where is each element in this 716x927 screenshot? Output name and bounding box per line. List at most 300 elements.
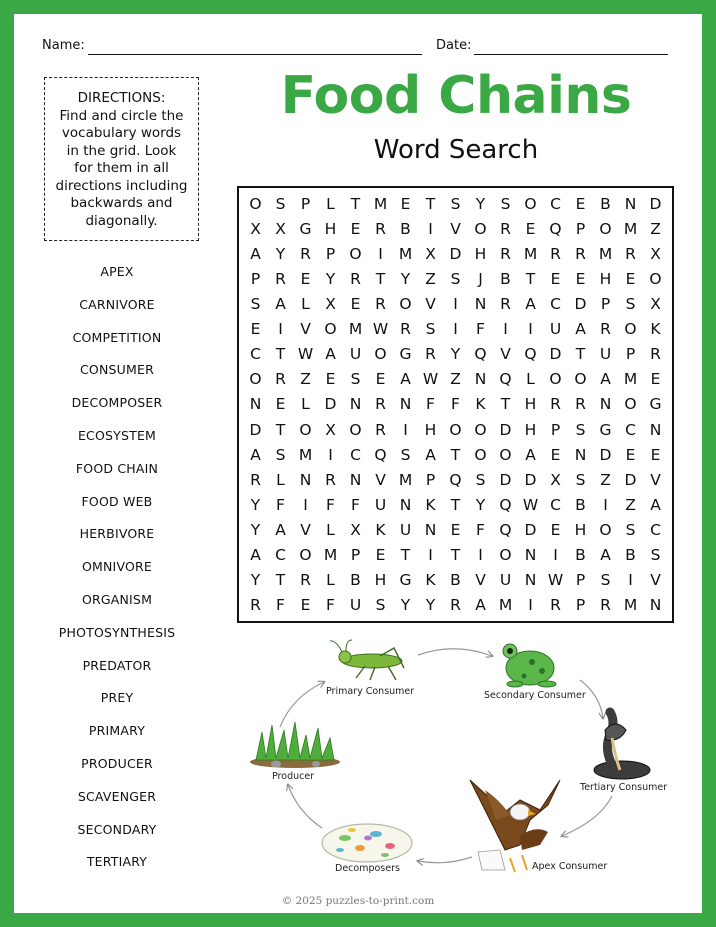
grid-letter[interactable]: T <box>275 420 286 439</box>
grid-letter[interactable]: C <box>350 445 361 464</box>
grid-letter[interactable]: L <box>276 470 285 489</box>
grid-letter[interactable]: C <box>650 521 661 540</box>
grid-letter[interactable]: A <box>525 445 536 464</box>
grid-letter[interactable]: E <box>375 546 386 565</box>
grid-letter[interactable]: U <box>349 596 362 615</box>
grid-letter[interactable]: T <box>350 194 361 213</box>
grid-letter[interactable]: I <box>628 571 633 590</box>
grid-letter[interactable]: Q <box>374 445 387 464</box>
grid-letter[interactable]: H <box>374 571 387 590</box>
grid-letter[interactable]: D <box>524 470 537 489</box>
grid-letter[interactable]: L <box>301 295 310 314</box>
grid-letter[interactable]: T <box>450 546 461 565</box>
grid-letter[interactable]: O <box>574 370 587 389</box>
directions-line: DIRECTIONS: <box>77 90 166 106</box>
grid-letter[interactable]: A <box>400 370 411 389</box>
grid-letter[interactable]: E <box>575 269 586 288</box>
grid-letter[interactable]: G <box>299 219 312 238</box>
grid-letter[interactable]: I <box>528 320 533 339</box>
grid-letter[interactable]: S <box>275 445 286 464</box>
grid-letter[interactable]: Z <box>625 495 636 514</box>
grid-letter[interactable]: A <box>475 596 486 615</box>
grid-letter[interactable]: O <box>549 370 562 389</box>
grid-letter[interactable]: Z <box>450 370 461 389</box>
grid-letter[interactable]: E <box>650 445 661 464</box>
arrow-producer-to-primary <box>280 682 324 727</box>
grid-letter[interactable]: H <box>524 420 537 439</box>
grid-letter[interactable]: Y <box>475 495 486 514</box>
grid-letter[interactable]: S <box>575 470 586 489</box>
grid-letter[interactable]: W <box>297 345 314 364</box>
grid-letter[interactable]: R <box>425 345 436 364</box>
grid-letter[interactable]: N <box>249 395 262 414</box>
grid-letter[interactable]: Z <box>425 269 436 288</box>
grid-letter[interactable]: Y <box>400 596 411 615</box>
grid-letter[interactable]: Y <box>475 194 486 213</box>
grid-letter[interactable]: D <box>249 420 262 439</box>
grid-letter[interactable]: A <box>250 244 261 263</box>
grid-letter[interactable]: Q <box>499 495 512 514</box>
grid-letter[interactable]: E <box>575 194 586 213</box>
grid-letter[interactable]: P <box>575 219 586 238</box>
grid-letter[interactable]: X <box>425 244 436 263</box>
grid-letter[interactable]: X <box>275 219 286 238</box>
grid-letter[interactable]: A <box>525 295 536 314</box>
grid-letter[interactable]: S <box>275 194 286 213</box>
grid-letter[interactable]: O <box>624 320 637 339</box>
grid-letter[interactable]: N <box>474 295 487 314</box>
grid-letter[interactable]: V <box>300 320 311 339</box>
grid-letter[interactable]: V <box>650 470 661 489</box>
grid-letter[interactable]: I <box>528 596 533 615</box>
grid-letter[interactable]: M <box>623 370 638 389</box>
grid-letter[interactable]: N <box>649 596 662 615</box>
grid-letter[interactable]: H <box>424 420 437 439</box>
word-item: FOOD CHAIN <box>75 460 159 476</box>
grid-letter[interactable]: Q <box>524 345 537 364</box>
grid-letter[interactable]: P <box>425 470 436 489</box>
grid-letter[interactable]: S <box>450 194 461 213</box>
grid-letter[interactable]: Y <box>325 269 336 288</box>
grid-letter[interactable]: R <box>250 470 261 489</box>
grid-letter[interactable]: E <box>550 269 561 288</box>
grid-letter[interactable]: T <box>525 269 536 288</box>
grid-letter[interactable]: A <box>250 546 261 565</box>
grid-letter[interactable]: O <box>599 521 612 540</box>
grid-letter[interactable]: G <box>399 571 412 590</box>
grid-letter[interactable]: P <box>575 596 586 615</box>
grid-letter[interactable]: V <box>500 345 511 364</box>
grid-letter[interactable]: G <box>399 345 412 364</box>
grid-letter[interactable]: H <box>474 244 487 263</box>
grid-letter[interactable]: U <box>549 320 562 339</box>
grid-letter[interactable]: M <box>598 244 613 263</box>
grid-letter[interactable]: W <box>372 320 389 339</box>
grid-letter[interactable]: X <box>350 521 361 540</box>
grid-letter[interactable]: G <box>649 395 662 414</box>
grid-letter[interactable]: R <box>600 320 611 339</box>
grid-letter[interactable]: R <box>375 420 386 439</box>
grid-letter[interactable]: D <box>524 521 537 540</box>
grid-letter[interactable]: O <box>449 420 462 439</box>
grid-letter[interactable]: Q <box>499 521 512 540</box>
grid-letter[interactable]: O <box>524 194 537 213</box>
grid-letter[interactable]: D <box>574 295 587 314</box>
grid-letter[interactable]: K <box>375 521 386 540</box>
grid-letter[interactable]: R <box>375 295 386 314</box>
grid-letter[interactable]: R <box>275 370 286 389</box>
grid-letter[interactable]: D <box>649 194 662 213</box>
grid-letter[interactable]: A <box>250 445 261 464</box>
grid-letter[interactable]: O <box>474 219 487 238</box>
grid-letter[interactable]: L <box>326 571 335 590</box>
grid-letter[interactable]: R <box>300 244 311 263</box>
grid-letter[interactable]: N <box>649 420 662 439</box>
grid-letter[interactable]: C <box>250 345 261 364</box>
word-item: HERBIVORE <box>79 526 155 542</box>
grid-letter[interactable]: H <box>599 269 612 288</box>
grid-letter[interactable]: U <box>499 571 512 590</box>
grid-letter[interactable]: N <box>399 495 412 514</box>
grid-letter[interactable]: Y <box>250 521 261 540</box>
grid-letter[interactable]: B <box>400 219 411 238</box>
grid-letter[interactable]: Q <box>474 345 487 364</box>
grid-letter[interactable]: N <box>524 546 537 565</box>
grid-letter[interactable]: X <box>325 295 336 314</box>
grid-letter[interactable]: Y <box>400 269 411 288</box>
grid-letter[interactable]: R <box>300 571 311 590</box>
grid-letter[interactable]: A <box>575 320 586 339</box>
grid-letter[interactable]: T <box>450 445 461 464</box>
grid-letter[interactable]: U <box>399 521 412 540</box>
grid-letter[interactable]: U <box>374 495 387 514</box>
grid-letter[interactable]: C <box>550 194 561 213</box>
grid-letter[interactable]: X <box>325 420 336 439</box>
grid-letter[interactable]: O <box>324 320 337 339</box>
grid-letter[interactable]: M <box>398 244 413 263</box>
grid-letter[interactable]: Y <box>250 495 261 514</box>
grid-letter[interactable]: A <box>425 445 436 464</box>
grid-letter[interactable]: S <box>375 596 386 615</box>
grid-letter[interactable]: E <box>300 596 311 615</box>
grid-letter[interactable]: D <box>449 244 462 263</box>
grid-letter[interactable]: E <box>300 269 311 288</box>
grid-letter[interactable]: Y <box>275 244 286 263</box>
grid-letter[interactable]: R <box>600 596 611 615</box>
grid-letter[interactable]: L <box>326 521 335 540</box>
grid-letter[interactable]: F <box>276 495 285 514</box>
grid-letter[interactable]: R <box>550 596 561 615</box>
grid-letter[interactable]: T <box>275 345 286 364</box>
grid-letter[interactable]: N <box>574 445 587 464</box>
grid-letter[interactable]: V <box>300 521 311 540</box>
grid-letter[interactable]: V <box>650 571 661 590</box>
grid-letter[interactable]: M <box>398 470 413 489</box>
grid-letter[interactable]: V <box>450 219 461 238</box>
grid-letter[interactable]: R <box>650 345 661 364</box>
grid-letter[interactable]: B <box>575 546 586 565</box>
grid-letter[interactable]: L <box>301 395 310 414</box>
grid-letter[interactable]: D <box>549 345 562 364</box>
grid-letter[interactable]: M <box>373 194 388 213</box>
grid-letter[interactable]: V <box>375 470 386 489</box>
grid-letter[interactable]: C <box>625 420 636 439</box>
grid-letter[interactable]: W <box>422 370 439 389</box>
grid-letter[interactable]: E <box>625 445 636 464</box>
date-label: Date: <box>436 38 472 53</box>
grid-letter[interactable]: T <box>375 269 386 288</box>
grid-letter[interactable]: P <box>300 194 311 213</box>
grid-letter[interactable]: R <box>450 596 461 615</box>
grid-letter[interactable]: C <box>550 295 561 314</box>
grid-letter[interactable]: I <box>478 546 483 565</box>
grid-letter[interactable]: O <box>349 420 362 439</box>
grid-letter[interactable]: R <box>500 295 511 314</box>
grid-letter[interactable]: T <box>400 546 411 565</box>
grid-letter[interactable]: P <box>350 546 361 565</box>
grid-letter[interactable]: R <box>500 219 511 238</box>
grid-letter[interactable]: F <box>476 521 485 540</box>
grid-letter[interactable]: N <box>349 470 362 489</box>
grid-letter[interactable]: V <box>425 295 436 314</box>
grid-letter[interactable]: M <box>623 596 638 615</box>
grid-letter[interactable]: X <box>650 244 661 263</box>
grid-letter[interactable]: N <box>474 370 487 389</box>
grid-letter[interactable]: L <box>326 194 335 213</box>
grid-letter[interactable]: E <box>275 395 286 414</box>
grid-letter[interactable]: E <box>550 445 561 464</box>
grid-letter[interactable]: R <box>350 269 361 288</box>
grid-letter[interactable]: I <box>428 219 433 238</box>
grid-letter[interactable]: V <box>475 571 486 590</box>
grid-letter[interactable]: M <box>498 596 513 615</box>
grid-letter[interactable]: I <box>303 495 308 514</box>
grid-letter[interactable]: E <box>350 295 361 314</box>
grid-letter[interactable]: D <box>624 470 637 489</box>
grid-letter[interactable]: M <box>348 320 363 339</box>
grid-letter[interactable]: Y <box>450 345 461 364</box>
grid-letter[interactable]: H <box>524 395 537 414</box>
grid-letter[interactable]: E <box>550 521 561 540</box>
grid-letter[interactable]: J <box>478 269 483 288</box>
grid-letter[interactable]: E <box>350 219 361 238</box>
grid-letter[interactable]: R <box>500 244 511 263</box>
grid-letter[interactable]: P <box>250 269 261 288</box>
grid-letter[interactable]: T <box>425 194 436 213</box>
grid-letter[interactable]: B <box>450 571 461 590</box>
grid-letter[interactable]: F <box>326 495 335 514</box>
grid-letter[interactable]: N <box>424 521 437 540</box>
grid-letter[interactable]: G <box>599 420 612 439</box>
grid-letter[interactable]: S <box>500 194 511 213</box>
grid-letter[interactable]: T <box>575 345 586 364</box>
grid-letter[interactable]: E <box>375 370 386 389</box>
grid-letter[interactable]: K <box>425 495 436 514</box>
grid-letter[interactable]: I <box>453 320 458 339</box>
word-item: CONSUMER <box>80 362 154 378</box>
grid-letter[interactable]: A <box>600 546 611 565</box>
grid-letter[interactable]: E <box>525 219 536 238</box>
grid-letter[interactable]: T <box>500 395 511 414</box>
grid-letter[interactable]: S <box>650 546 661 565</box>
grid-letter[interactable]: R <box>325 470 336 489</box>
grid-letter[interactable]: E <box>450 521 461 540</box>
grid-letter[interactable]: D <box>599 445 612 464</box>
grid-letter[interactable]: E <box>250 320 261 339</box>
grid-letter[interactable]: A <box>650 495 661 514</box>
grid-letter[interactable]: R <box>550 395 561 414</box>
grid-letter[interactable]: M <box>523 244 538 263</box>
grid-letter[interactable]: N <box>599 395 612 414</box>
grid-letter[interactable]: M <box>323 546 338 565</box>
grid-letter[interactable]: O <box>374 345 387 364</box>
grid-letter[interactable]: F <box>451 395 460 414</box>
grid-letter[interactable]: I <box>453 295 458 314</box>
grid-letter[interactable]: N <box>299 470 312 489</box>
grid-letter[interactable]: D <box>324 395 337 414</box>
grid-letter[interactable]: R <box>400 320 411 339</box>
grid-letter[interactable]: I <box>603 495 608 514</box>
grid-letter[interactable]: Z <box>650 219 661 238</box>
grid-letter[interactable]: X <box>550 470 561 489</box>
grid-letter[interactable]: O <box>249 370 262 389</box>
grid-letter[interactable]: D <box>499 420 512 439</box>
grid-letter[interactable]: C <box>275 546 286 565</box>
grid-letter[interactable]: Y <box>425 596 436 615</box>
grid-letter[interactable]: B <box>600 194 611 213</box>
grid-letter[interactable]: R <box>625 244 636 263</box>
grid-letter[interactable]: R <box>575 244 586 263</box>
grid-letter[interactable]: R <box>375 395 386 414</box>
label-secondary-consumer: Secondary Consumer <box>484 690 586 701</box>
grid-letter[interactable]: O <box>499 445 512 464</box>
grid-letter[interactable]: R <box>250 596 261 615</box>
grid-letter[interactable]: S <box>450 269 461 288</box>
grid-letter[interactable]: O <box>499 546 512 565</box>
grid-letter[interactable]: A <box>275 521 286 540</box>
grid-letter[interactable]: S <box>575 420 586 439</box>
grid-letter[interactable]: F <box>426 395 435 414</box>
grid-letter[interactable]: I <box>328 445 333 464</box>
grid-letter[interactable]: F <box>351 495 360 514</box>
grid-letter[interactable]: S <box>250 295 261 314</box>
grid-letter[interactable]: Z <box>600 470 611 489</box>
grid-letter[interactable]: O <box>649 269 662 288</box>
grid-letter[interactable]: O <box>349 244 362 263</box>
grid-letter[interactable]: S <box>625 521 636 540</box>
grid-letter[interactable]: Q <box>449 470 462 489</box>
grid-letter[interactable]: E <box>650 370 661 389</box>
grid-letter[interactable]: E <box>625 269 636 288</box>
grid-letter[interactable]: Y <box>250 571 261 590</box>
grid-letter[interactable]: O <box>474 420 487 439</box>
grid-letter[interactable]: M <box>623 219 638 238</box>
grid-letter[interactable]: T <box>450 495 461 514</box>
grid-letter[interactable]: Q <box>549 219 562 238</box>
grid-letter[interactable]: A <box>600 370 611 389</box>
grid-letter[interactable]: S <box>350 370 361 389</box>
grid-letter[interactable]: O <box>399 295 412 314</box>
grid-letter[interactable]: Q <box>499 370 512 389</box>
grid-letter[interactable]: X <box>650 295 661 314</box>
grid-letter[interactable]: O <box>299 420 312 439</box>
grid-letter[interactable]: A <box>325 345 336 364</box>
grid-letter[interactable]: W <box>522 495 539 514</box>
grid-letter[interactable]: H <box>574 521 587 540</box>
grid-letter[interactable]: I <box>503 320 508 339</box>
grid-letter[interactable]: I <box>403 420 408 439</box>
grid-letter[interactable]: T <box>275 571 286 590</box>
grid-letter[interactable]: P <box>625 345 636 364</box>
directions-line: backwards and <box>70 195 173 211</box>
grid-letter[interactable]: F <box>276 596 285 615</box>
grid-letter[interactable]: I <box>378 244 383 263</box>
grid-letter[interactable]: O <box>299 546 312 565</box>
grid-letter[interactable]: F <box>476 320 485 339</box>
grid-letter[interactable]: D <box>499 470 512 489</box>
grid-letter[interactable]: B <box>500 269 511 288</box>
grid-letter[interactable]: B <box>575 495 586 514</box>
grid-letter[interactable]: O <box>249 194 262 213</box>
grid-letter[interactable]: I <box>428 546 433 565</box>
grid-letter[interactable]: R <box>275 269 286 288</box>
grid-letter[interactable]: E <box>400 194 411 213</box>
word-item: PREDATOR <box>82 657 152 673</box>
grid-letter[interactable]: A <box>275 295 286 314</box>
grid-letter[interactable]: N <box>524 571 537 590</box>
grid-letter[interactable]: O <box>599 219 612 238</box>
grid-letter[interactable]: C <box>550 495 561 514</box>
grid-letter[interactable]: O <box>474 445 487 464</box>
grid-letter[interactable]: U <box>599 345 612 364</box>
grid-letter[interactable]: N <box>349 395 362 414</box>
grid-letter[interactable]: B <box>350 571 361 590</box>
grid-letter[interactable]: K <box>425 571 436 590</box>
grid-letter[interactable]: B <box>625 546 636 565</box>
grid-letter[interactable]: N <box>624 194 637 213</box>
grid-letter[interactable]: F <box>326 596 335 615</box>
grid-letter[interactable]: S <box>425 320 436 339</box>
grid-letter[interactable]: R <box>575 395 586 414</box>
grid-letter[interactable]: Z <box>300 370 311 389</box>
grid-letter[interactable]: P <box>575 571 586 590</box>
grid-letter[interactable]: O <box>624 395 637 414</box>
grid-letter[interactable]: S <box>625 295 636 314</box>
grid-letter[interactable]: P <box>550 420 561 439</box>
grid-letter[interactable]: I <box>553 546 558 565</box>
grid-letter[interactable]: S <box>475 470 486 489</box>
grid-letter[interactable]: K <box>475 395 486 414</box>
grid-letter[interactable]: N <box>399 395 412 414</box>
grid-letter[interactable]: R <box>550 244 561 263</box>
word-item: PRIMARY <box>88 723 146 739</box>
grid-letter[interactable]: M <box>298 445 313 464</box>
grid-letter[interactable]: P <box>600 295 611 314</box>
grid-letter[interactable]: S <box>400 445 411 464</box>
grid-letter[interactable]: X <box>250 219 261 238</box>
grid-letter[interactable]: U <box>349 345 362 364</box>
grid-letter[interactable]: E <box>325 370 336 389</box>
word-item: PREY <box>100 690 134 706</box>
grid-letter[interactable]: W <box>547 571 564 590</box>
grid-letter[interactable]: P <box>325 244 336 263</box>
grid-letter[interactable]: H <box>324 219 337 238</box>
grid-letter[interactable]: R <box>375 219 386 238</box>
grid-letter[interactable]: K <box>650 320 661 339</box>
grid-letter[interactable]: I <box>278 320 283 339</box>
grid-letter[interactable]: S <box>600 571 611 590</box>
grid-letter[interactable]: L <box>526 370 535 389</box>
